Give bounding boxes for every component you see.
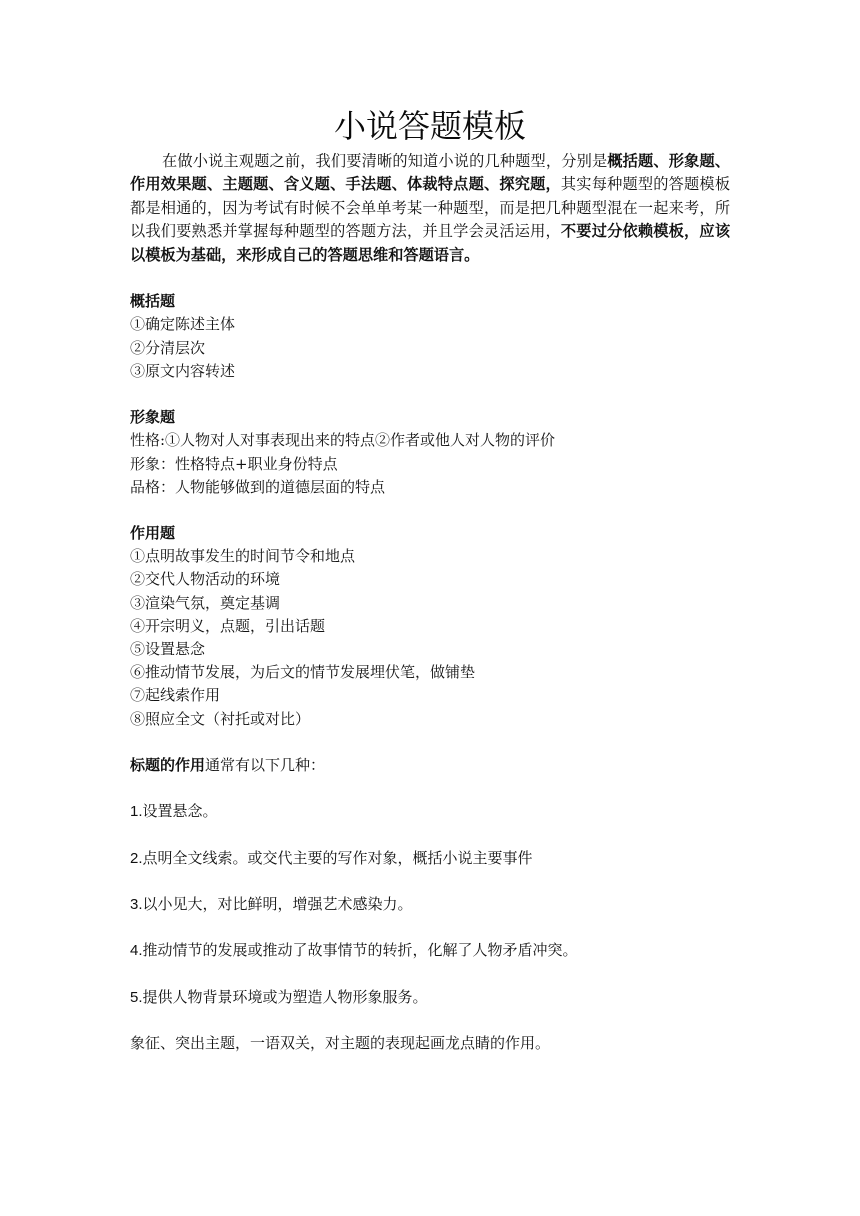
item-text: 推动情节的发展或推动了故事情节的转折，化解了人物矛盾冲突。 — [142, 941, 578, 960]
section-heading-function: 作用题 — [130, 524, 176, 543]
numbered-item — [130, 939, 730, 962]
spacer — [130, 777, 730, 800]
list-item: ②分清层次 — [130, 338, 206, 357]
numbered-item — [130, 893, 730, 916]
item-text: 点明全文线索。或交代主要的写作对象，概括小说主要事件 — [142, 848, 533, 867]
title-function-heading-bold: 标题的作用 — [130, 755, 206, 774]
title-function-heading-rest: 通常有以下几种： — [205, 755, 326, 774]
item-number: 5. — [130, 988, 143, 1006]
spacer — [130, 916, 730, 939]
intro-question-types: 概括题、形象题、作用效果题、主题题、含义题、手法题、体裁特点题、探究题， — [130, 152, 731, 194]
spacer — [130, 824, 730, 847]
list-item: ⑦起线索作用 — [130, 686, 221, 705]
document-body — [130, 102, 730, 1055]
intro-advice: 不要过分依赖模板，应该以模板为基础，来形成自己的答题思维和答题语言。 — [130, 222, 731, 264]
document-title: 小说答题模板 — [333, 107, 526, 145]
item-number: 4. — [130, 942, 143, 960]
list-item: ①点明故事发生的时间节令和地点 — [130, 547, 356, 566]
list-item: ②交代人物活动的环境 — [130, 570, 281, 589]
spacer — [130, 383, 730, 406]
list-item: ⑤设置悬念 — [130, 640, 206, 659]
spacer — [130, 499, 730, 522]
spacer — [130, 963, 730, 986]
item-number: 2. — [130, 849, 143, 867]
item-text: 提供人物背景环境或为塑造人物形象服务。 — [142, 987, 428, 1006]
item-number: 3. — [130, 896, 143, 914]
numbered-item — [130, 986, 730, 1009]
item-number: 1. — [130, 803, 143, 821]
section-heading-summary: 概括题 — [130, 292, 176, 311]
list-item: ③原文内容转述 — [130, 361, 236, 380]
intro-paragraph — [130, 150, 730, 267]
list-item: ④开宗明义，点题，引出话题 — [130, 616, 326, 635]
list-item: ③渲染气氛，奠定基调 — [130, 593, 281, 612]
closing-line: 象征、突出主题，一语双关，对主题的表现起画龙点睛的作用。 — [130, 1034, 551, 1053]
numbered-item — [130, 847, 730, 870]
intro-text-1: 在做小说主观题之前，我们要清晰的知道小说的几种题型，分别是 — [162, 152, 608, 170]
spacer — [130, 267, 730, 290]
section-heading-title-function — [130, 754, 730, 777]
item-text: 设置悬念。 — [142, 802, 218, 821]
list-item: 性格:①人物对人对事表现出来的特点②作者或他人对人物的评价 — [130, 431, 556, 450]
spacer — [130, 1009, 730, 1032]
spacer — [130, 731, 730, 754]
numbered-item — [130, 800, 730, 823]
list-item: ⑥推动情节发展，为后文的情节发展埋伏笔，做铺垫 — [130, 663, 476, 682]
list-item: 品格：人物能够做到的道德层面的特点 — [130, 477, 386, 496]
spacer — [130, 870, 730, 893]
section-heading-image: 形象题 — [130, 408, 176, 427]
list-item: ⑧照应全文（衬托或对比） — [130, 709, 311, 728]
item-text: 以小见大，对比鲜明，增强艺术感染力。 — [142, 895, 413, 914]
list-item: 形象：性格特点+职业身份特点 — [130, 454, 338, 473]
intro-text-2: 其实每种题型的答题模板都是相通的，因为考试有时候不会单单考某一种题型，而是把几种题型混在一起来考，所以我们要熟悉并掌握每种题型的答题方法，并且学会灵活运用， — [130, 175, 731, 241]
list-item: ①确定陈述主体 — [130, 315, 236, 334]
